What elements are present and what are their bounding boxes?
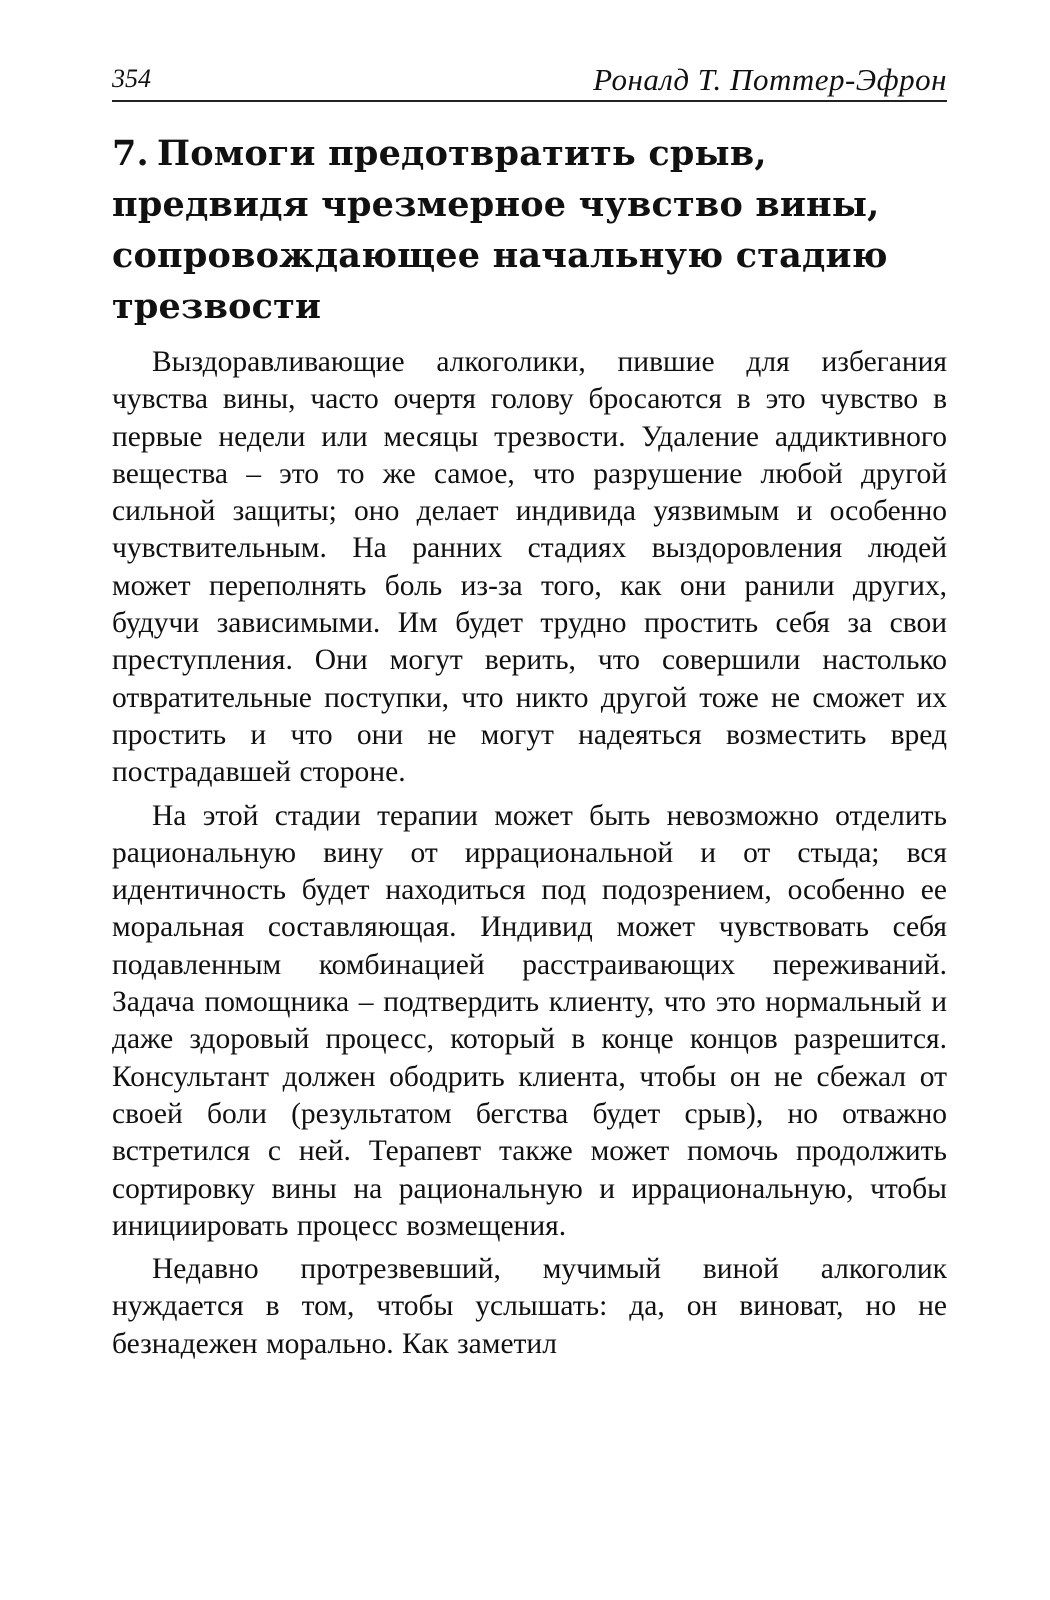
running-header-author: Роналд Т. Поттер-Эфрон — [593, 62, 947, 97]
body-text — [112, 344, 947, 1363]
section-heading — [112, 128, 947, 332]
book-page — [112, 60, 947, 1369]
section-title: Помоги предотвратить срыв, предвидя чрезмерное чувство вины, сопровождающее начальную стадию трезвости — [112, 133, 888, 327]
paragraph-1: Выздоравливающие алкоголики, пившие для избегания чувства вины, часто очертя голову бросаются в это чувство в первые недели или месяцы трезвости. Удаление аддиктивного вещества – это то же самое, что разрушение любой другой сильной защиты; оно делает индивида уязвимым и особенно чувствительным. На ранних стадиях выздоровления людей может переполнять боль из-за того, как они ранили других, будучи зависимыми. Им будет трудно простить себя за свои преступления. Они могут верить, что совершили настолько отвратительные поступки, что никто другой тоже не сможет их простить и что они не могут надеяться возместить вред пострадавшей стороне. — [112, 346, 947, 789]
paragraph-3: Недавно протрезвевший, мучимый виной алкоголик нуждается в том, чтобы услышать: да, он виноват, но не безнадежен морально. Как заметил — [112, 1253, 947, 1360]
paragraph-2: На этой стадии терапии может быть невозможно отделить рациональную вину от иррациональной и от стыда; вся идентичность будет находиться под подозрением, особенно ее моральная составляющая. Индивид может чувствовать себя подавленным комбинацией расстраивающих переживаний. Задача помощника – подтвердить клиенту, что это нормальный и даже здоровый процесс, который в конце концов разрешится. Консультант должен ободрить клиента, чтобы он не сбежал от своей боли (результатом бегства будет срыв), но отважно встретился с ней. Терапевт также может помочь продолжить сортировку вины на рациональную и иррациональную, чтобы инициировать процесс возмещения. — [112, 799, 947, 1242]
page-number: 354 — [112, 64, 151, 93]
running-header — [112, 60, 947, 102]
section-number: 7. — [112, 133, 149, 174]
